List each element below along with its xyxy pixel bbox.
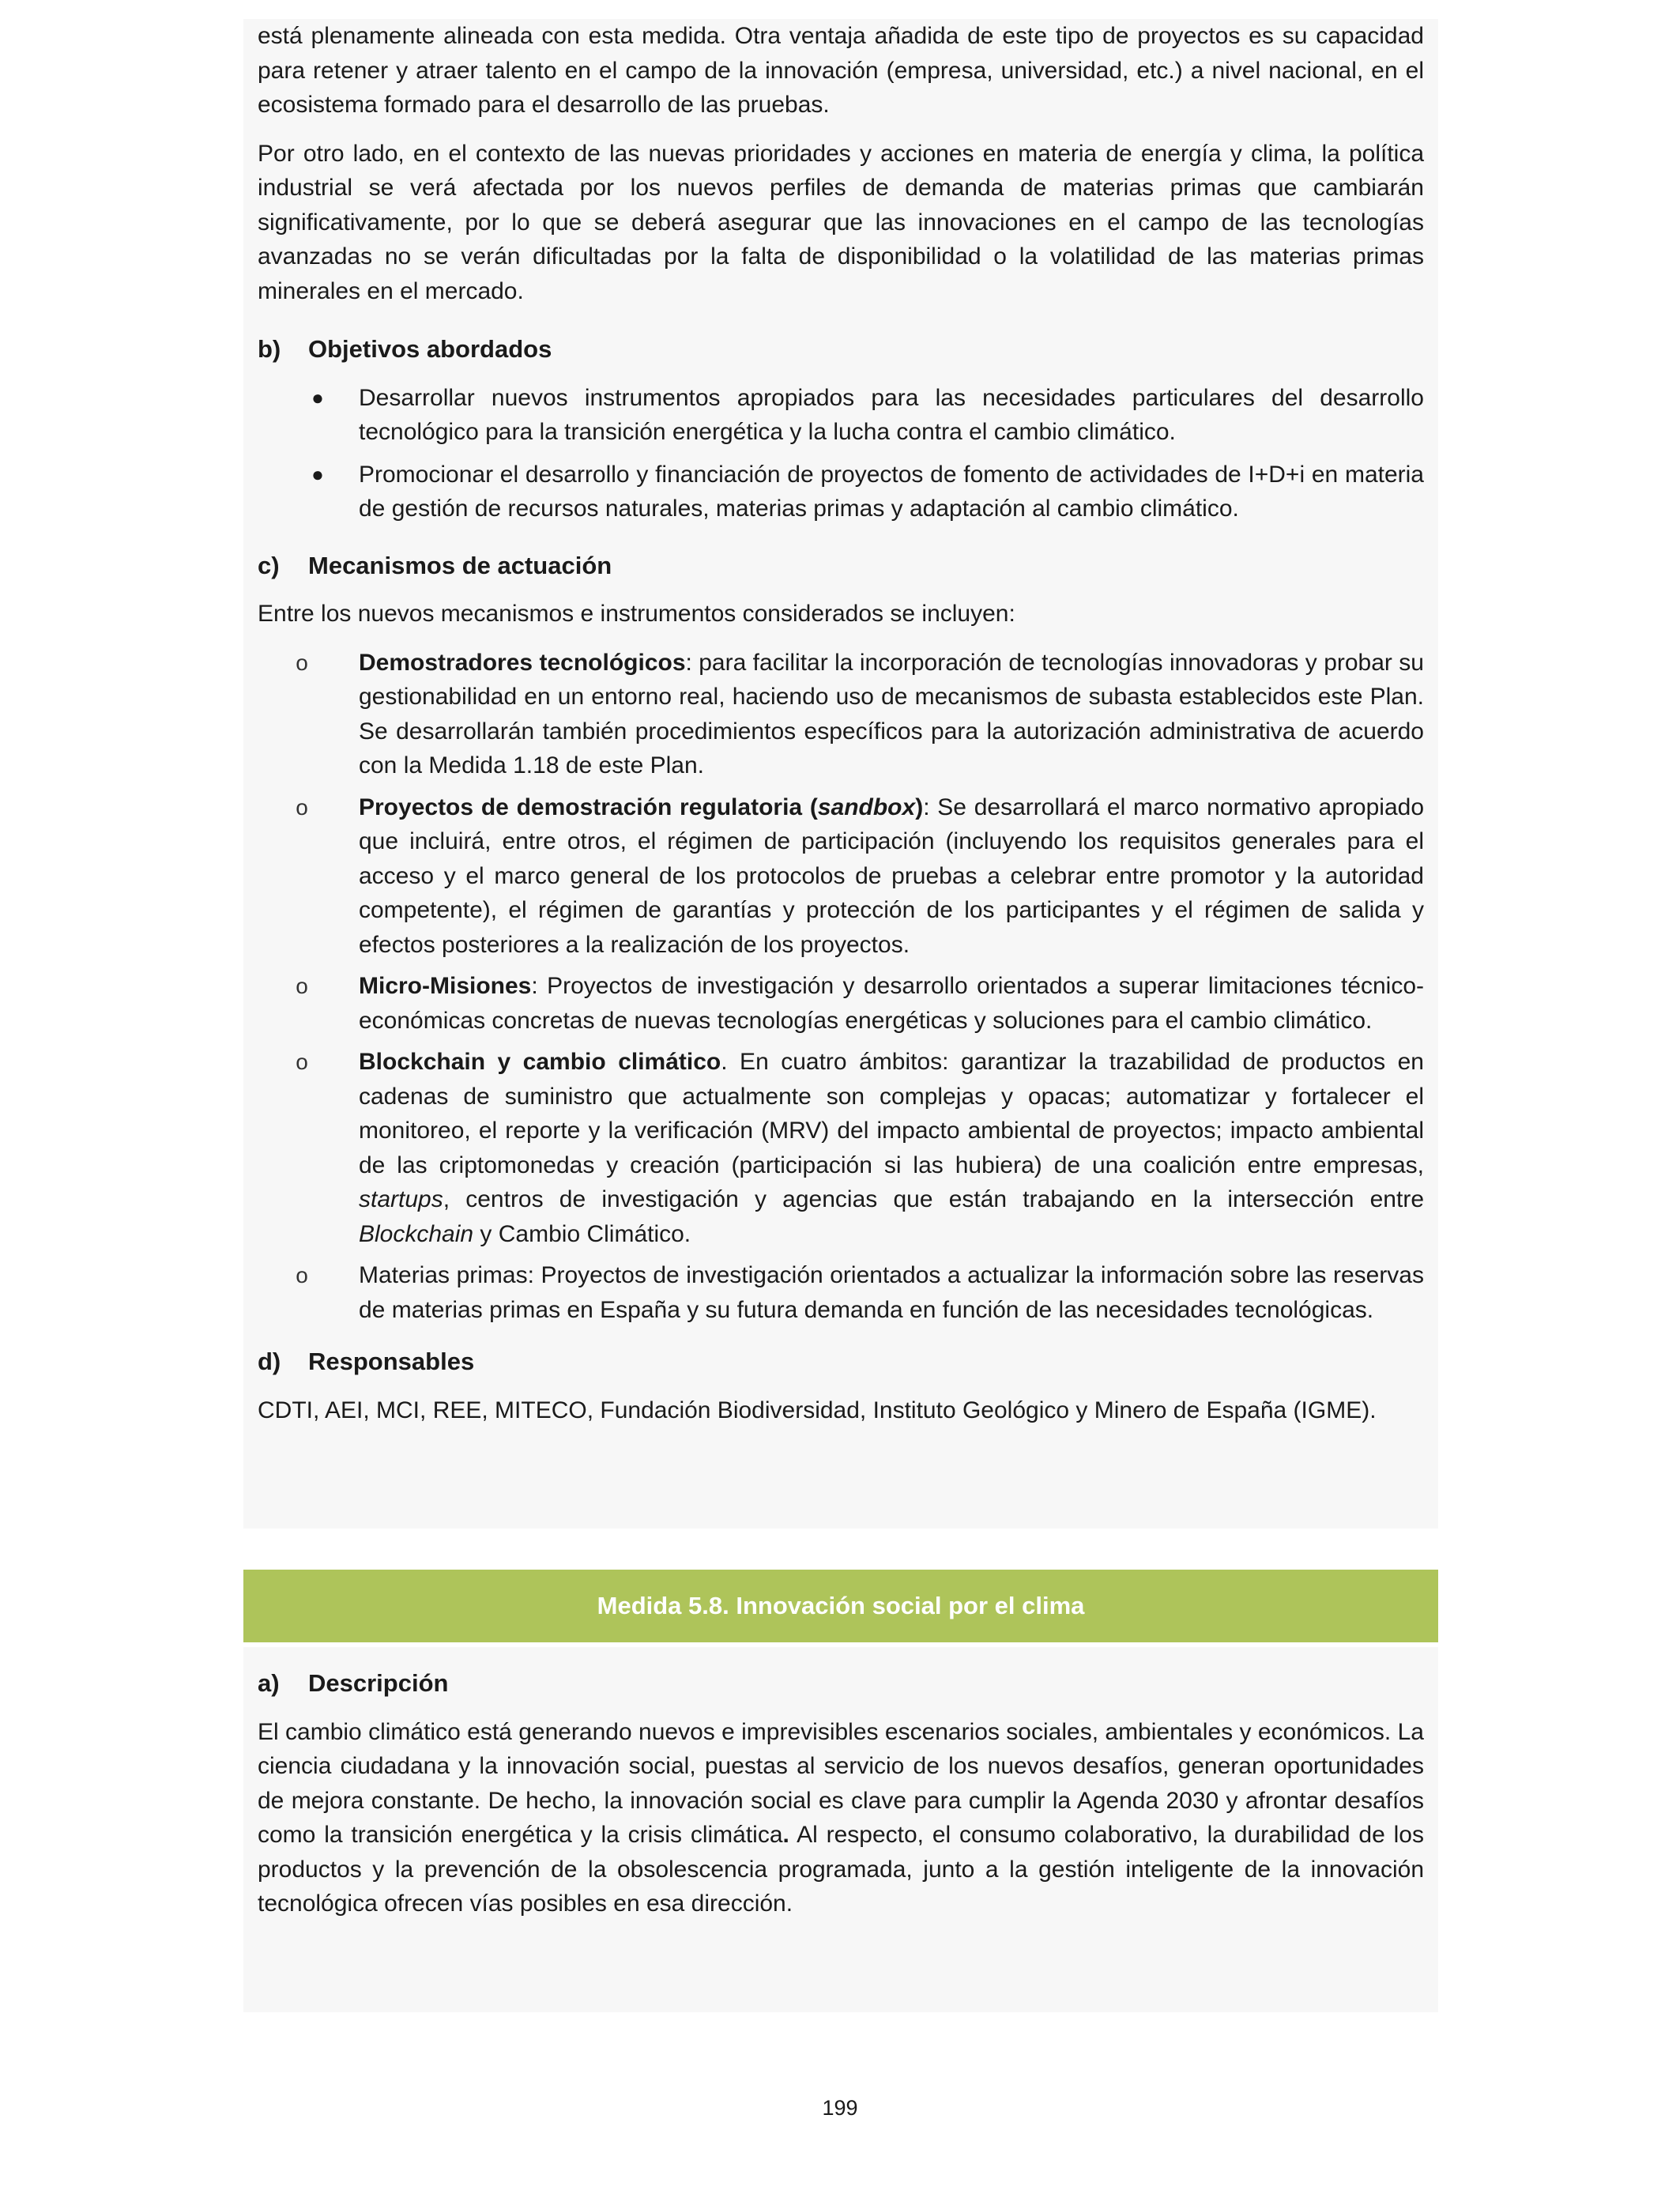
bullet-circle-icon: o	[296, 974, 308, 998]
section-a-title: Descripción	[308, 1669, 449, 1697]
list-item	[258, 458, 1424, 526]
list-item	[258, 1045, 1424, 1251]
measure-banner-title: Medida 5.8. Innovación social por el clima	[597, 1592, 1085, 1619]
bullet-dot-icon: ●	[311, 385, 324, 409]
bullet-circle-icon: o	[296, 650, 308, 675]
bullet-circle-icon: o	[296, 1263, 308, 1287]
section-a-heading	[258, 1666, 1424, 1701]
list-item	[258, 381, 1424, 450]
section-c-label: c)	[258, 551, 280, 579]
section-c-intro: Entre los nuevos mecanismos e instrumentos considerados se incluyen:	[258, 601, 1015, 627]
document-body-top	[258, 19, 1424, 1427]
document-body-bottom	[258, 1658, 1424, 1921]
mechanism-item-4: Blockchain y cambio climático. En cuatro ámbitos: garantizar la trazabilidad de productos en cadenas de suministro que actualmente son complejas y opacas; automatizar y fortalecer el monitoreo, el reporte y la verificación (MRV) del impacto ambiental de proyectos; impacto ambiental de las criptomonedas y creación (participación si las hubiera) de una coalición entre empresas, startups, centros de investigación y agencias que están trabajando en la intersección entre Blockchain y Cambio Climático.	[359, 1049, 1424, 1247]
section-a-label: a)	[258, 1669, 280, 1697]
responsables-text: CDTI, AEI, MCI, REE, MITECO, Fundación Biodiversidad, Instituto Geológico y Minero de España (IGME).	[258, 1397, 1377, 1423]
list-item	[258, 646, 1424, 783]
paragraph-intro-1: está plenamente alineada con esta medida. Otra ventaja añadida de este tipo de proyectos es su capacidad para retener y atraer talento en el campo de la innovación (empresa, universidad, etc.) a nivel nacional, en el ecosistema formado para el desarrollo de las pruebas.	[258, 23, 1424, 118]
mechanism-item-3: Micro-Misiones: Proyectos de investigación y desarrollo orientados a superar limitaciones técnico-económicas concretas de nuevas tecnologías energéticas y soluciones para el cambio climático.	[359, 973, 1424, 1034]
section-d-heading	[258, 1344, 1424, 1379]
bullet-circle-icon: o	[296, 794, 308, 820]
list-item	[258, 969, 1424, 1038]
section-d-label: d)	[258, 1348, 281, 1375]
mechanism-item-2: Proyectos de demostración regulatoria (sandbox): Se desarrollará el marco normativo apropiado que incluirá, entre otros, el régimen de participación (incluyendo los requisitos generales para el acceso y el marco general de los protocolos de pruebas a celebrar entre promotor y la autoridad competente), el régimen de garantías y protección de los participantes y el régimen de salida y efectos posteriores a la realización de los proyectos.	[359, 794, 1425, 958]
section-c-heading	[258, 548, 1424, 583]
section-b-heading	[258, 332, 1424, 367]
page-number: 199	[822, 2096, 858, 2120]
mechanism-item-5: Materias primas: Proyectos de investigación orientados a actualizar la información sobre las reservas de materias primas en España y su futura demanda en función de las necesidades tecnológicas.	[359, 1262, 1424, 1323]
bullet-dot-icon: ●	[311, 462, 324, 486]
mechanism-item-1: Demostradores tecnológicos: para facilitar la incorporación de tecnologías innovadoras y probar su gestionabilidad en un entorno real, haciendo uso de mecanismos de subasta establecidos este Plan. Se desarrollarán también procedimientos específicos para la autorización administrativa de acuerdo con la Medida 1.18 de este Plan.	[359, 649, 1424, 778]
list-item	[258, 790, 1424, 963]
objective-item-2: Promocionar el desarrollo y financiación de proyectos de fomento de actividades de I+D+i en materia de gestión de recursos naturales, materias primas y adaptación al cambio climático.	[359, 461, 1424, 522]
list-item	[258, 1258, 1424, 1327]
section-d-title: Responsables	[308, 1348, 475, 1375]
section-b-label: b)	[258, 335, 281, 363]
section-b-title: Objetivos abordados	[308, 335, 552, 363]
description-paragraph: El cambio climático está generando nuevos e imprevisibles escenarios sociales, ambientales y económicos. La ciencia ciudadana y la innovación social, puestas al servicio de los nuevos desafíos, generan oportunidades de mejora constante. De hecho, la innovación social es clave para cumplir la Agenda 2030 y afrontar desafíos como la transición energética y la crisis climática. Al respecto, el consumo colaborativo, la durabilidad de los productos y la prevención de la obsolescencia programada, junto a la gestión inteligente de la innovación tecnológica ofrecen vías posibles en esa dirección.	[258, 1718, 1424, 1917]
section-c-title: Mecanismos de actuación	[308, 551, 612, 579]
bullet-circle-icon: o	[296, 1050, 308, 1074]
measure-banner	[243, 1570, 1438, 1642]
objective-item-1: Desarrollar nuevos instrumentos apropiados para las necesidades particulares del desarrollo tecnológico para la transición energética y la lucha contra el cambio climático.	[359, 384, 1424, 445]
paragraph-intro-2: Por otro lado, en el contexto de las nuevas prioridades y acciones en materia de energía y clima, la política industrial se verá afectada por los nuevos perfiles de demanda de materias primas que cambiarán significativamente, por lo que se deberá asegurar que las innovaciones en el campo de las tecnologías avanzadas no se verán dificultadas por la falta de disponibilidad o la volatilidad de las materias primas minerales en el mercado.	[258, 140, 1424, 304]
